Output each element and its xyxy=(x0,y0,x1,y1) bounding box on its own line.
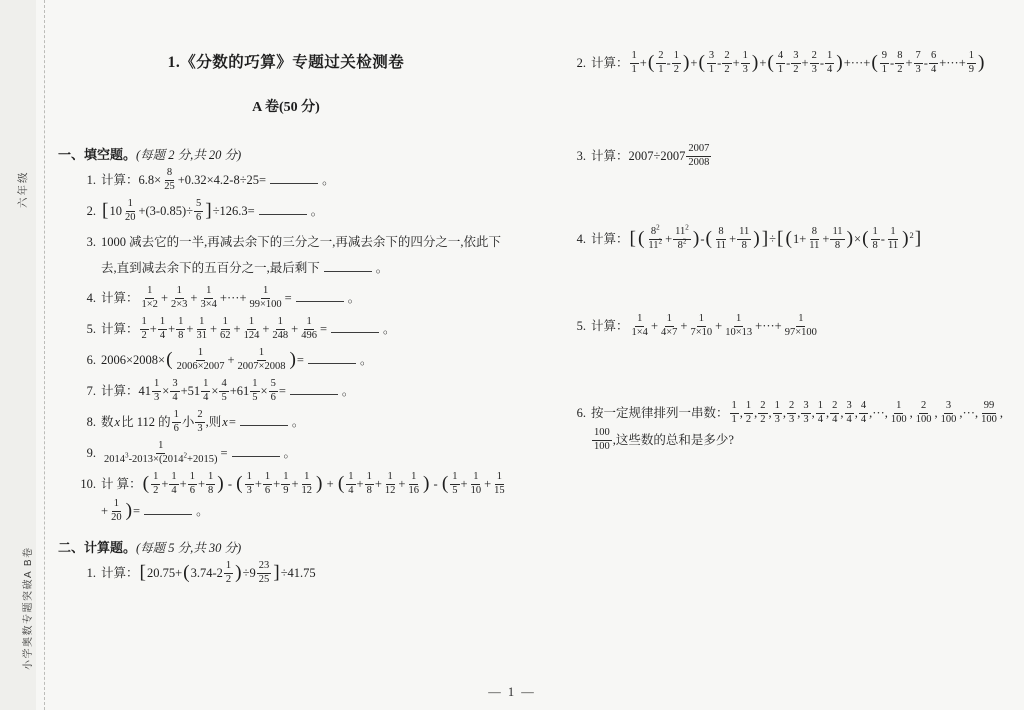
question-number: 3. xyxy=(576,149,586,163)
binding-fold-line xyxy=(44,0,45,710)
question-number: 1. xyxy=(86,566,96,580)
question-number: 10. xyxy=(80,477,96,491)
question-body: 2006×2008×( $\frac{1}{2006\times 2007}$ + $\frac{1}{2007\times 2008}$ )= 。 xyxy=(101,347,373,372)
question-number: 6. xyxy=(576,406,586,420)
section-note: (每题 5 分,共 30 分) xyxy=(136,541,242,555)
question-number: 2. xyxy=(86,204,96,218)
question-body: 1000 减去它的一半,再减去余下的三分之一,再减去余下的四分之一,依此下去,直到减去余下的五百分之一,最后剩下 。 xyxy=(101,235,502,275)
page-number: — 1 — xyxy=(488,685,536,699)
question-item-calc-1 xyxy=(58,560,514,587)
question-body: 计算：[ ( $\frac{8^2}{11^2}$ + $\frac{11^2}{8^2}$ )-( $\frac{8}{11}$ + $\frac{11}{8}$ ) ]÷[ (1+ $\frac{8}{11}$ + $\frac{11}{8}$ )×( $\frac{1}{8}$ - $\frac{1}{11}$ )$^2$] xyxy=(591,223,922,251)
question-body: $\frac{1}{2014^3-2013\times(2014^2+2015)}$ = 。 xyxy=(104,440,297,465)
section-heading-calculation xyxy=(58,537,514,556)
question-number: 5. xyxy=(86,322,96,336)
question-body: 计算： $\frac{1}{1}$ +( $\frac{2}{1}$ - $\frac{1}{2}$ )+( $\frac{3}{1}$ - $\frac{2}{2}$ + $\frac{1}{3}$ )+( $\frac{4}{1}$ - $\frac{3}{2}$ + $\frac{2}{3}$ - $\frac{1}{4}$ )+···+( $\frac{9}{1}$ - $\frac{8}{2}$ + $\frac{7}{3}$ - $\frac{6}{4}$ +···+ $\frac{1}{9}$ ) xyxy=(591,50,985,75)
question-number: 4. xyxy=(86,291,96,305)
question-number: 1. xyxy=(86,173,96,187)
left-column xyxy=(58,50,514,591)
question-number: 7. xyxy=(86,384,96,398)
question-item-fill-1 xyxy=(58,167,514,194)
section-heading-fill-in xyxy=(58,144,514,163)
question-item-fill-7 xyxy=(58,378,514,405)
question-number: 2. xyxy=(576,56,586,70)
question-number: 8. xyxy=(86,415,96,429)
page-title: 1.《分数的巧算》专题过关检测卷 xyxy=(167,54,405,71)
question-item-fill-5 xyxy=(58,316,514,343)
question-item-fill-8 xyxy=(58,409,514,436)
right-column xyxy=(548,0,1018,458)
question-body: [10 $\frac{1}{20}$ +(3-0.85)÷ $\frac{5}{6}$ ]÷126.3= 。 xyxy=(102,198,324,223)
question-body: 计算： $\frac{1}{1\times 2}$ + $\frac{1}{2\times 3}$ + $\frac{1}{3\times 4}$ +···+ $\frac{1}{99\times 100}$ = 。 xyxy=(101,285,361,310)
sidebar-series-label: 小学奥数专题突破A B卷 xyxy=(23,546,34,670)
question-item-fill-4 xyxy=(58,285,514,312)
question-number: 3. xyxy=(86,235,96,249)
question-body: 计算：6.8× $\frac{8}{25}$ +0.32×4.2-8÷25= 。 xyxy=(101,167,335,192)
question-item-calc-4 xyxy=(548,223,1018,253)
question-item-fill-6 xyxy=(58,347,514,374)
question-body: 计算： $\frac{1}{1\times 4}$ + $\frac{1}{4\times 7}$ + $\frac{1}{7\times 10}$ + $\frac{1}{10\times 13}$ +···+ $\frac{1}{97\times 100}$ xyxy=(591,313,817,338)
question-body: 计算：[20.75+(3.74-2 $\frac{1}{2}$ )÷9 $\frac{23}{25}$ ]÷41.75 xyxy=(101,560,316,585)
question-number: 6. xyxy=(86,353,96,367)
question-item-fill-10 xyxy=(58,471,514,525)
question-item-calc-2 xyxy=(548,50,1018,77)
question-item-fill-2 xyxy=(58,198,514,225)
section-note: (每题 2 分,共 20 分) xyxy=(136,148,242,162)
question-number: 9. xyxy=(86,446,96,460)
question-item-calc-5 xyxy=(548,313,1018,340)
question-item-calc-3 xyxy=(548,143,1018,170)
question-body: 计算： $\frac{1}{2}$ + $\frac{1}{4}$ + $\frac{1}{8}$ + $\frac{1}{31}$ + $\frac{1}{62}$ + $\frac{1}{124}$ + $\frac{1}{248}$ + $\frac{1}{496}$ = 。 xyxy=(101,316,396,341)
question-item-fill-9 xyxy=(58,440,514,467)
question-body: 数x比 112 的 $\frac{1}{6}$ 小 $\frac{2}{3}$ ,则x= 。 xyxy=(101,409,305,434)
question-body: 计算：41 $\frac{1}{3}$ × $\frac{3}{4}$ +51 $\frac{1}{4}$ × $\frac{4}{5}$ +61 $\frac{1}{5}$ × $\frac{5}{6}$ = 。 xyxy=(101,378,355,403)
sidebar-grade-label: 六年级 xyxy=(17,170,29,208)
page-subtitle: A 卷(50 分) xyxy=(252,100,320,115)
question-item-calc-6 xyxy=(548,400,1018,454)
question-body: 按一定规律排列一串数： $\frac{1}{1}$ , $\frac{1}{2}$ , $\frac{2}{2}$ , $\frac{1}{3}$ , $\frac{2}{3}$ , $\frac{3}{3}$ , $\frac{1}{4}$ , $\frac{2}{4}$ , $\frac{3}{4}$ , $\frac{4}{4}$ ,···, $\frac{1}{100}$ , $\frac{2}{100}$ , $\frac{3}{100}$ ,···, $\frac{99}{100}$ , $\frac{100}{100}$ ,这些数的总和是多少? xyxy=(591,400,1004,452)
section-label: 二、计算题。 xyxy=(58,540,137,555)
question-number: 4. xyxy=(576,232,586,246)
section-label: 一、填空题。 xyxy=(58,147,137,162)
question-body: 计算：2007÷2007 $\frac{2007}{2008}$ xyxy=(591,143,710,168)
question-body: 计 算：( $\frac{1}{2}$ + $\frac{1}{4}$ + $\frac{1}{6}$ + $\frac{1}{8}$ ) - ( $\frac{1}{3}$ + $\frac{1}{6}$ + $\frac{1}{9}$ + $\frac{1}{12}$ ) + ( $\frac{1}{4}$ + $\frac{1}{8}$ + $\frac{1}{12}$ + $\frac{1}{16}$ ) - ( $\frac{1}{5}$ + $\frac{1}{10}$ + $\frac{1}{15}$ + $\frac{1}{20}$ )= 。 xyxy=(101,471,505,523)
question-item-fill-3 xyxy=(58,229,514,281)
question-number: 5. xyxy=(576,319,586,333)
